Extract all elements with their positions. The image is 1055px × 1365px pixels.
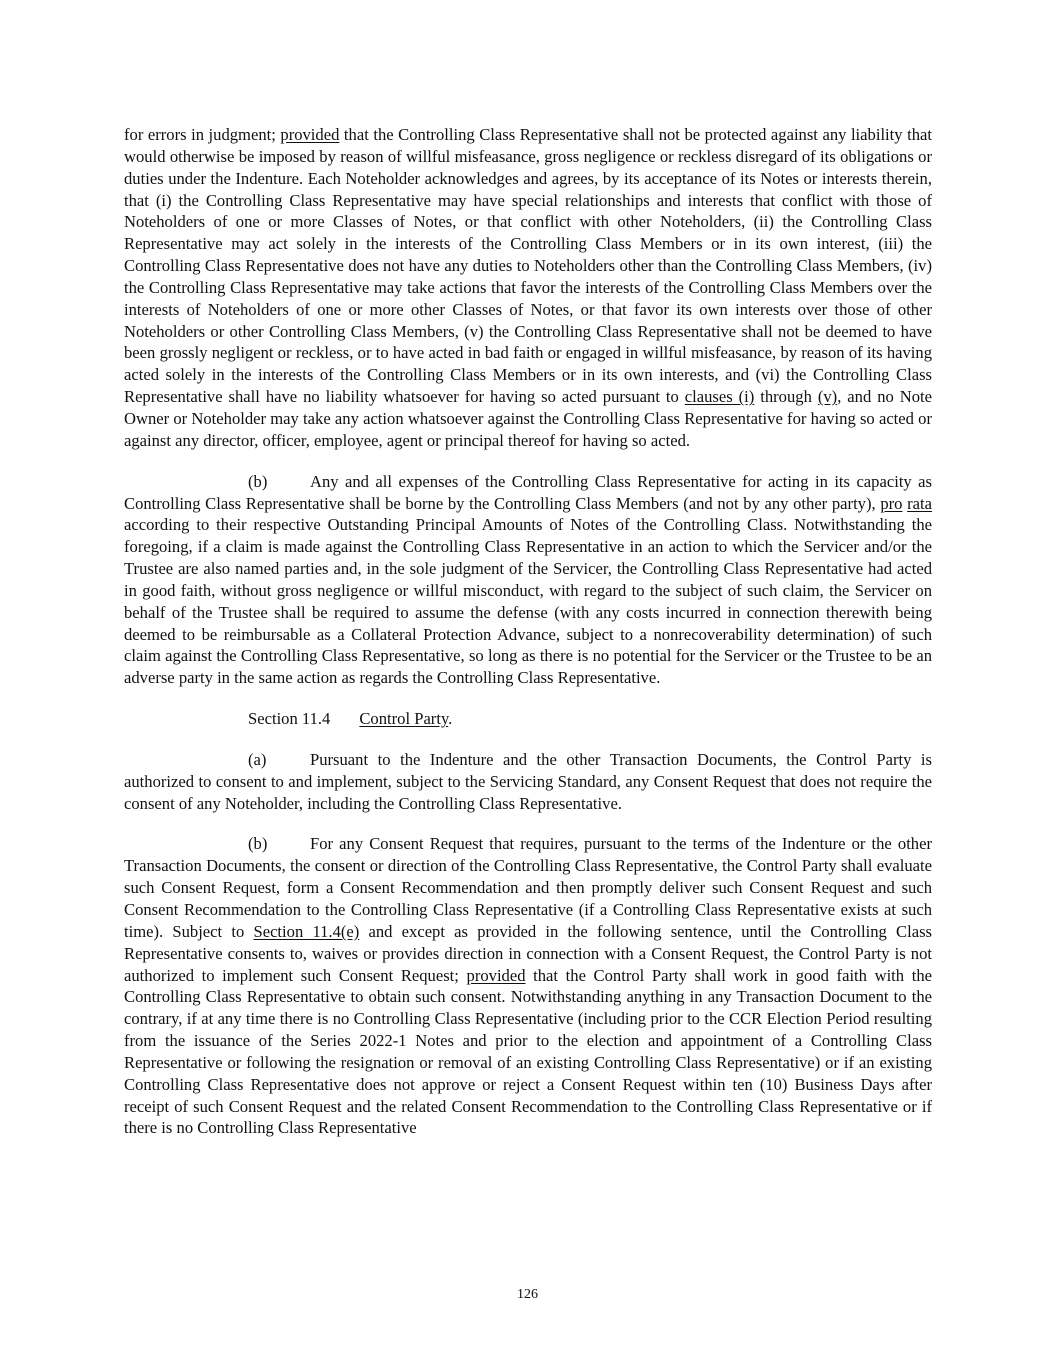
paragraph-label: (b) (248, 834, 268, 854)
text-run: and except as provided in the following sentence, until the Controlling Class Representative consents to, waives or provides direction in connection with a Consent Request, the Control Party is not authorized to implement such Consent Request; (124, 921, 932, 985)
document-page (124, 124, 932, 1139)
text-run: that the Controlling Class Representative shall not be protected against any liability that would otherwise be imposed by reason of willful misfeasance, gross negligence or reckless disregard of its obligations or duties under the Indenture. Each Noteholder acknowledges and agrees, by its acceptance of its Notes or interests therein, that (i) the Controlling Class Representative may have special relationships and interests that conflict with those of Noteholders of one or more Classes of Notes, or that conflict with other Noteholders, (ii) the Controlling Class Representative may act solely in the interests of the Controlling Class Members or in its own interest, (iii) the Controlling Class Representative does not have any duties to Noteholders other than the Controlling Class Members, (iv) the Controlling Class Representative may take actions that favor the interests of the Controlling Class Members over the interests of Noteholders of one or more other Classes of Notes, or that favor its own interests over those of other Noteholders or other Controlling Class Members, (v) the Controlling Class Representative shall not be deemed to have been grossly negligent or reckless, or to have acted in bad faith or engaged in willful misfeasance, by reason of its having acted solely in the interests of the Controlling Class Members or in its own interests, and (vi) the Controlling Class Representative shall have no liability whatsoever for having so acted pursuant to (124, 125, 932, 407)
clause-reference: (v) (817, 387, 838, 407)
page-number: 126 (517, 1287, 538, 1302)
clause-reference: clauses (i) (684, 387, 755, 407)
text-run: through (754, 387, 818, 407)
text-run: Pursuant to the Indenture and the other Transaction Documents, the Control Party is authorized to consent to and implement, subject to the Servicing Standard, any Consent Request that does not require the consent of any Noteholder, including the Controlling Class Representative. (124, 749, 932, 813)
paragraph-label: (a) (248, 749, 267, 769)
text-run: For any Consent Request that requires, pursuant to the terms of the Indenture or the other Transaction Documents, the consent or direction of the Controlling Class Representative, the Control Party shall evaluate such Consent Request, form a Consent Recommendation and then promptly deliver such Consent Request and such Consent Recommendation to the Controlling Class Representative (if a Controlling Class Representative exists at such time). Subject to (124, 834, 932, 941)
section-heading: Section 11.4 Control Party. (248, 709, 453, 729)
underlined-term: rata (907, 493, 932, 513)
section-reference: Section 11.4(e) (253, 921, 360, 941)
underlined-term: provided (466, 965, 526, 985)
section-title: Control Party (359, 709, 449, 729)
paragraph-label: (b) (248, 471, 268, 491)
text-run: Any and all expenses of the Controlling Class Representative for acting in its capacity as Controlling Class Representative shall be borne by the Controlling Class Members (and not by any other party), (124, 471, 932, 513)
paragraph-cont (124, 124, 932, 452)
text-run: that the Control Party shall work in good faith with the Controlling Class Representative to obtain such consent. Notwithstanding anything in any Transaction Document to the contrary, if at any time there is no Controlling Class Representative (including prior to the CCR Election Period resulting from the issuance of the Series 2022-1 Notes and prior to the election and appointment of a Controlling Class Representative or following the resignation or removal of an existing Controlling Class Representative) or if an existing Controlling Class Representative does not approve or reject a Consent Request within ten (10) Business Days after receipt of such Consent Request and the related Consent Recommendation to the Controlling Class Representative or if there is no Controlling Class Representative (124, 965, 932, 1138)
paragraph-a-control-party (124, 749, 932, 815)
text-run: , and no Note Owner or Noteholder may take any action whatsoever against the Controlling Class Representative for having so acted or against any director, officer, employee, agent or principal thereof for having so acted. (124, 387, 932, 450)
text-run: according to their respective Outstanding Principal Amounts of Notes of the Controlling Class. Notwithstanding the foregoing, if a claim is made against the Controlling Class Representative in an action to which the Servicer and/or the Trustee are also named parties and, in the sole judgment of the Servicer, the Controlling Class Representative had acted in good faith, without gross negligence or willful misconduct, with regard to the subject of such claim, the Servicer on behalf of the Trustee shall be required to assume the defense (with any costs incurred in connection therewith being deemed to be reimbursable as a Collateral Protection Advance, subject to a nonrecoverability determination) of such claim against the Controlling Class Representative, so long as there is no potential for the Servicer or the Trustee to be an adverse party in the same action as regards the Controlling Class Representative. (124, 515, 932, 688)
paragraph-b-expenses (124, 471, 932, 689)
underlined-term: pro (880, 493, 903, 513)
section-number: Section 11.4 (248, 709, 331, 729)
paragraph-b-consent-request (124, 833, 932, 1139)
underlined-term: provided (280, 125, 340, 144)
text-run: for errors in judgment; (124, 125, 281, 144)
